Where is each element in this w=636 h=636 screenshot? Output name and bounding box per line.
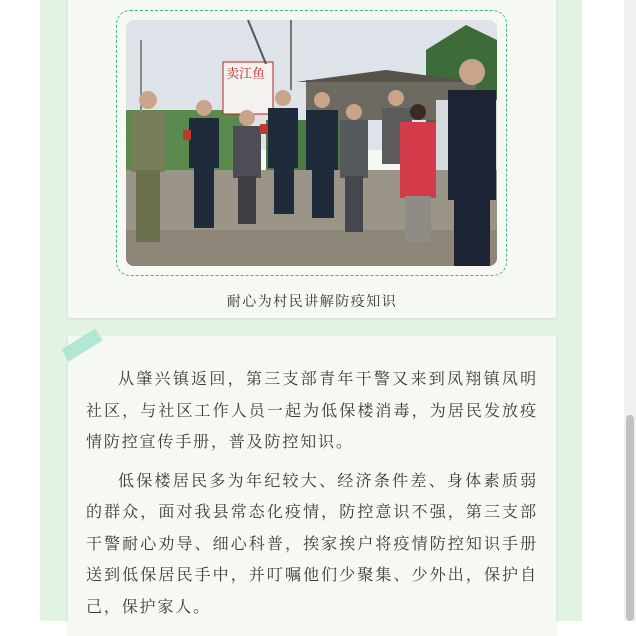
article-photo	[126, 20, 497, 266]
photo-caption: 耐心为村民讲解防疫知识	[226, 294, 398, 310]
scrollbar-thumb[interactable]	[626, 415, 634, 621]
article-paragraph: 从肇兴镇返回，第三支部青年干警又来到凤翔镇凤明社区，与社区工作人员一起为低保楼消毒，为居民发放疫情防控宣传手册，普及防控知识。	[86, 369, 538, 451]
article-paragraph: 低保楼居民多为年纪较大、经济条件差、身体素质弱的群众，面对我县常态化疫情，防控意识不强，第三支部干警耐心劝导、细心科普，挨家挨户将疫情防控知识手册送到低保居民手中，并叮嘱他们少聚集、少外出，保护自己，保护家人。	[86, 470, 538, 616]
article-body	[86, 363, 538, 629]
street-sign-text: 卖江鱼	[226, 67, 266, 82]
